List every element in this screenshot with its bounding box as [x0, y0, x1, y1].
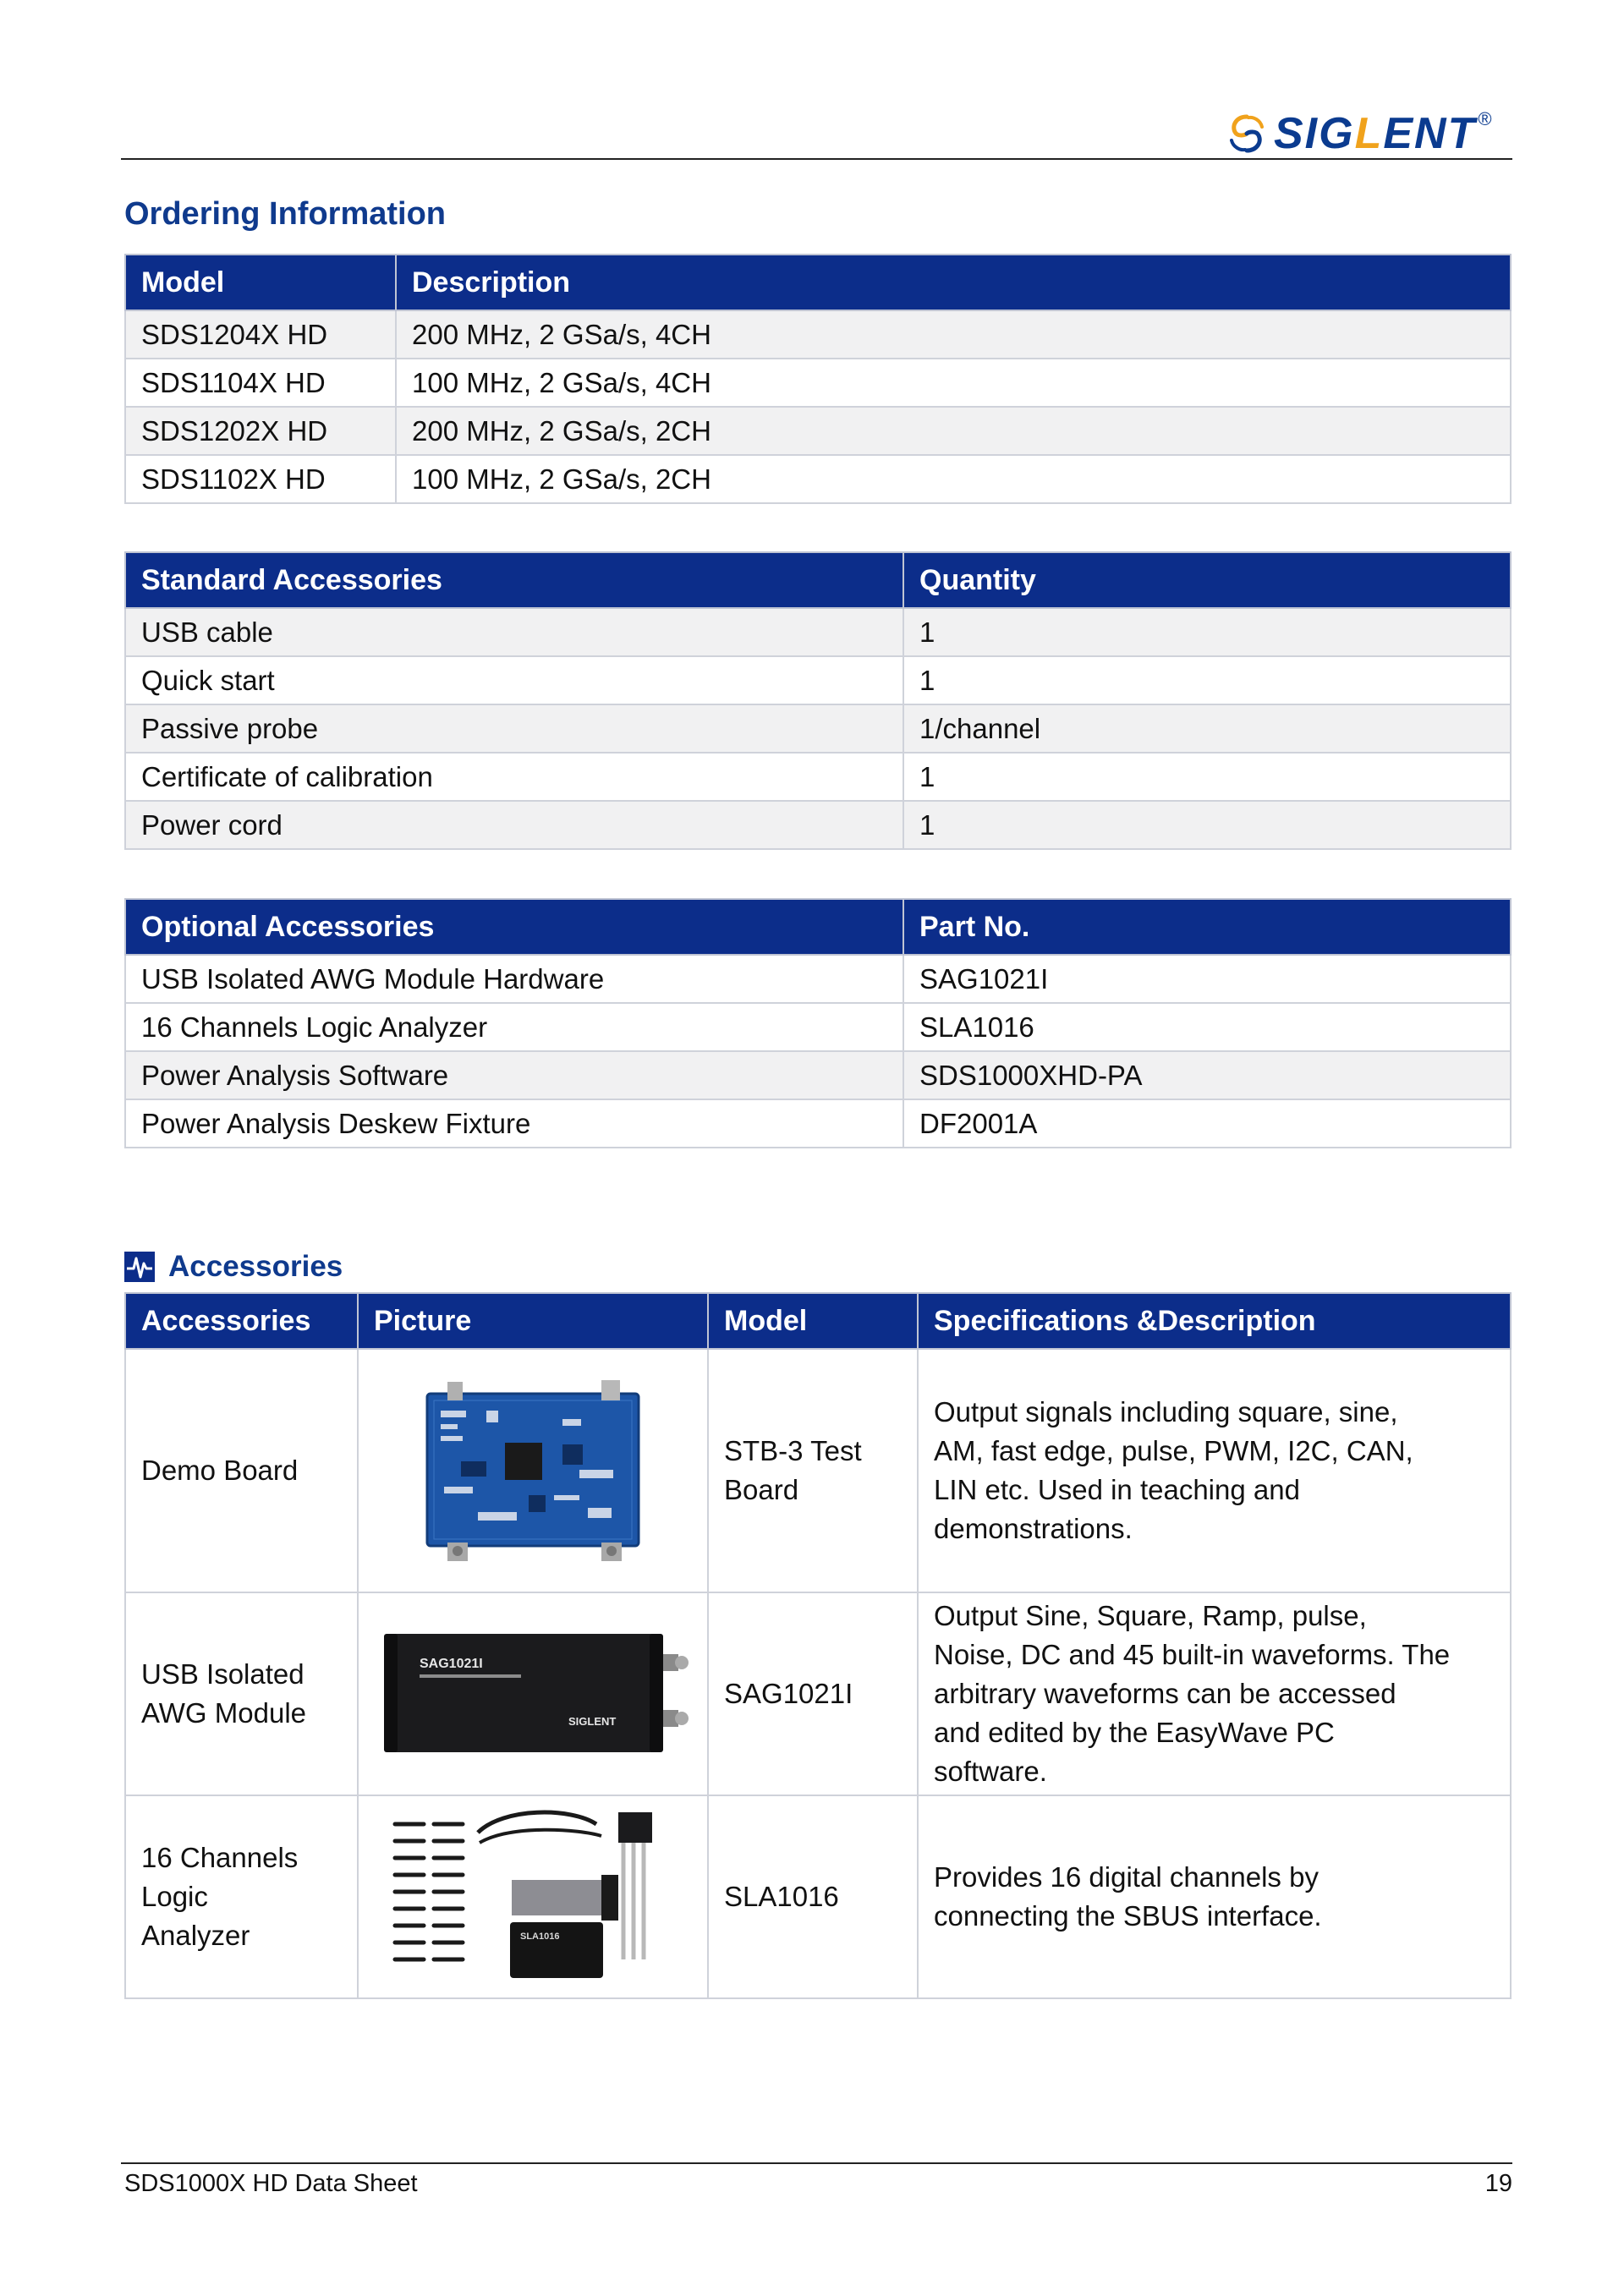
logic-analyzer-image [385, 1799, 681, 1985]
table-header-row [125, 899, 1511, 955]
accessories-table [124, 1292, 1512, 1999]
name-line: AWG Module [141, 1697, 307, 1729]
column-header-description: Description [396, 255, 1511, 310]
description-line: Output Sine, Square, Ramp, pulse, [934, 1600, 1367, 1631]
model-line: STB-3 Test [724, 1435, 862, 1466]
standard-accessories-table [124, 551, 1512, 850]
model-line: Board [724, 1474, 799, 1505]
column-header-specifications: Specifications &Description [918, 1293, 1511, 1349]
table-row [125, 455, 1511, 503]
accessory-cell: USB Isolated AWG Module Hardware [125, 955, 903, 1003]
description-cell: 200 MHz, 2 GSa/s, 4CH [396, 310, 1511, 359]
awg-module-image [372, 1617, 694, 1761]
accessory-cell: Power cord [125, 801, 903, 849]
description-line: AM, fast edge, pulse, PWM, I2C, CAN, [934, 1435, 1413, 1466]
awg-device-brand: SIGLENT [568, 1715, 617, 1728]
model-line: SLA1016 [724, 1881, 839, 1912]
quantity-cell: 1/channel [903, 704, 1511, 753]
ordering-table [124, 254, 1512, 504]
optional-accessories-table [124, 898, 1512, 1148]
column-header-accessories: Accessories [125, 1293, 358, 1349]
registered-mark: ® [1478, 108, 1492, 129]
part-number-cell: SDS1000XHD-PA [903, 1051, 1511, 1099]
column-header-standard-accessories: Standard Accessories [125, 552, 903, 608]
accessory-cell: Power Analysis Deskew Fixture [125, 1099, 903, 1148]
model-cell [708, 1795, 918, 1998]
accessories-heading [124, 1250, 343, 1284]
name-line: Demo Board [141, 1455, 299, 1486]
model-cell: SDS1204X HD [125, 310, 396, 359]
part-number-cell: SLA1016 [903, 1003, 1511, 1051]
description-cell [918, 1349, 1511, 1592]
accessories-title: Accessories [168, 1250, 343, 1283]
page-number: 19 [1484, 2170, 1512, 2197]
model-cell [708, 1592, 918, 1795]
table-row [125, 753, 1511, 801]
description-line: Noise, DC and 45 built-in waveforms. The [934, 1639, 1451, 1670]
table-row [125, 1051, 1511, 1099]
table-header-row [125, 1293, 1511, 1349]
description-cell: 100 MHz, 2 GSa/s, 2CH [396, 455, 1511, 503]
quantity-cell: 1 [903, 608, 1511, 656]
picture-cell [358, 1795, 708, 1998]
table-row [125, 359, 1511, 407]
description-line: software. [934, 1756, 1047, 1787]
table-row [125, 1099, 1511, 1148]
table-row [125, 310, 1511, 359]
column-header-picture: Picture [358, 1293, 708, 1349]
siglent-swirl-icon [1225, 112, 1269, 156]
model-cell [708, 1349, 918, 1592]
description-line: connecting the SBUS interface. [934, 1900, 1322, 1932]
quantity-cell: 1 [903, 801, 1511, 849]
column-header-model: Model [708, 1293, 918, 1349]
table-row [125, 656, 1511, 704]
quantity-cell: 1 [903, 656, 1511, 704]
waveform-icon [124, 1252, 155, 1282]
model-cell: SDS1102X HD [125, 455, 396, 503]
column-header-optional-accessories: Optional Accessories [125, 899, 903, 955]
description-line: arbitrary waveforms can be accessed [934, 1678, 1396, 1709]
awg-device-label: SAG1021I [420, 1657, 483, 1671]
table-row [125, 801, 1511, 849]
table-row [125, 1592, 1511, 1795]
accessory-cell: USB cable [125, 608, 903, 656]
table-row [125, 1003, 1511, 1051]
header-rule [121, 158, 1512, 160]
name-line: Analyzer [141, 1920, 250, 1951]
table-row [125, 704, 1511, 753]
table-row [125, 955, 1511, 1003]
picture-cell [358, 1592, 708, 1795]
siglent-logo [1225, 100, 1492, 167]
description-line: LIN etc. Used in teaching and [934, 1474, 1300, 1505]
model-line: SAG1021I [724, 1678, 853, 1709]
description-cell: 100 MHz, 2 GSa/s, 4CH [396, 359, 1511, 407]
description-line: demonstrations. [934, 1513, 1133, 1544]
table-header-row [125, 255, 1511, 310]
accessory-cell: Certificate of calibration [125, 753, 903, 801]
part-number-cell: SAG1021I [903, 955, 1511, 1003]
description-line: Provides 16 digital channels by [934, 1861, 1319, 1893]
table-row [125, 407, 1511, 455]
accessory-name-cell [125, 1592, 358, 1795]
footer-rule [121, 2162, 1512, 2164]
table-row [125, 608, 1511, 656]
column-header-part-no: Part No. [903, 899, 1511, 955]
ordering-title: Ordering Information [124, 196, 446, 232]
part-number-cell: DF2001A [903, 1099, 1511, 1148]
name-line: Logic [141, 1881, 208, 1912]
description-line: and edited by the EasyWave PC [934, 1717, 1335, 1748]
brand-wordmark: SIGLENT [1274, 109, 1477, 158]
table-row [125, 1349, 1511, 1592]
description-cell: 200 MHz, 2 GSa/s, 2CH [396, 407, 1511, 455]
description-cell [918, 1592, 1511, 1795]
description-cell [918, 1795, 1511, 1998]
table-row [125, 1795, 1511, 1998]
logic-analyzer-label: SLA1016 [520, 1932, 560, 1942]
description-line: Output signals including square, sine, [934, 1396, 1398, 1427]
accessory-name-cell [125, 1795, 358, 1998]
column-header-model: Model [125, 255, 396, 310]
column-header-quantity: Quantity [903, 552, 1511, 608]
quantity-cell: 1 [903, 753, 1511, 801]
model-cell: SDS1104X HD [125, 359, 396, 407]
picture-cell [358, 1349, 708, 1592]
accessory-name-cell [125, 1349, 358, 1592]
name-line: USB Isolated [141, 1658, 304, 1690]
table-header-row [125, 552, 1511, 608]
accessory-cell: Quick start [125, 656, 903, 704]
model-cell: SDS1202X HD [125, 407, 396, 455]
accessory-cell: Power Analysis Software [125, 1051, 903, 1099]
accessory-cell: 16 Channels Logic Analyzer [125, 1003, 903, 1051]
footer-doc-title: SDS1000X HD Data Sheet [124, 2170, 418, 2197]
accessory-cell: Passive probe [125, 704, 903, 753]
demo-board-image [410, 1368, 656, 1563]
name-line: 16 Channels [141, 1842, 299, 1873]
